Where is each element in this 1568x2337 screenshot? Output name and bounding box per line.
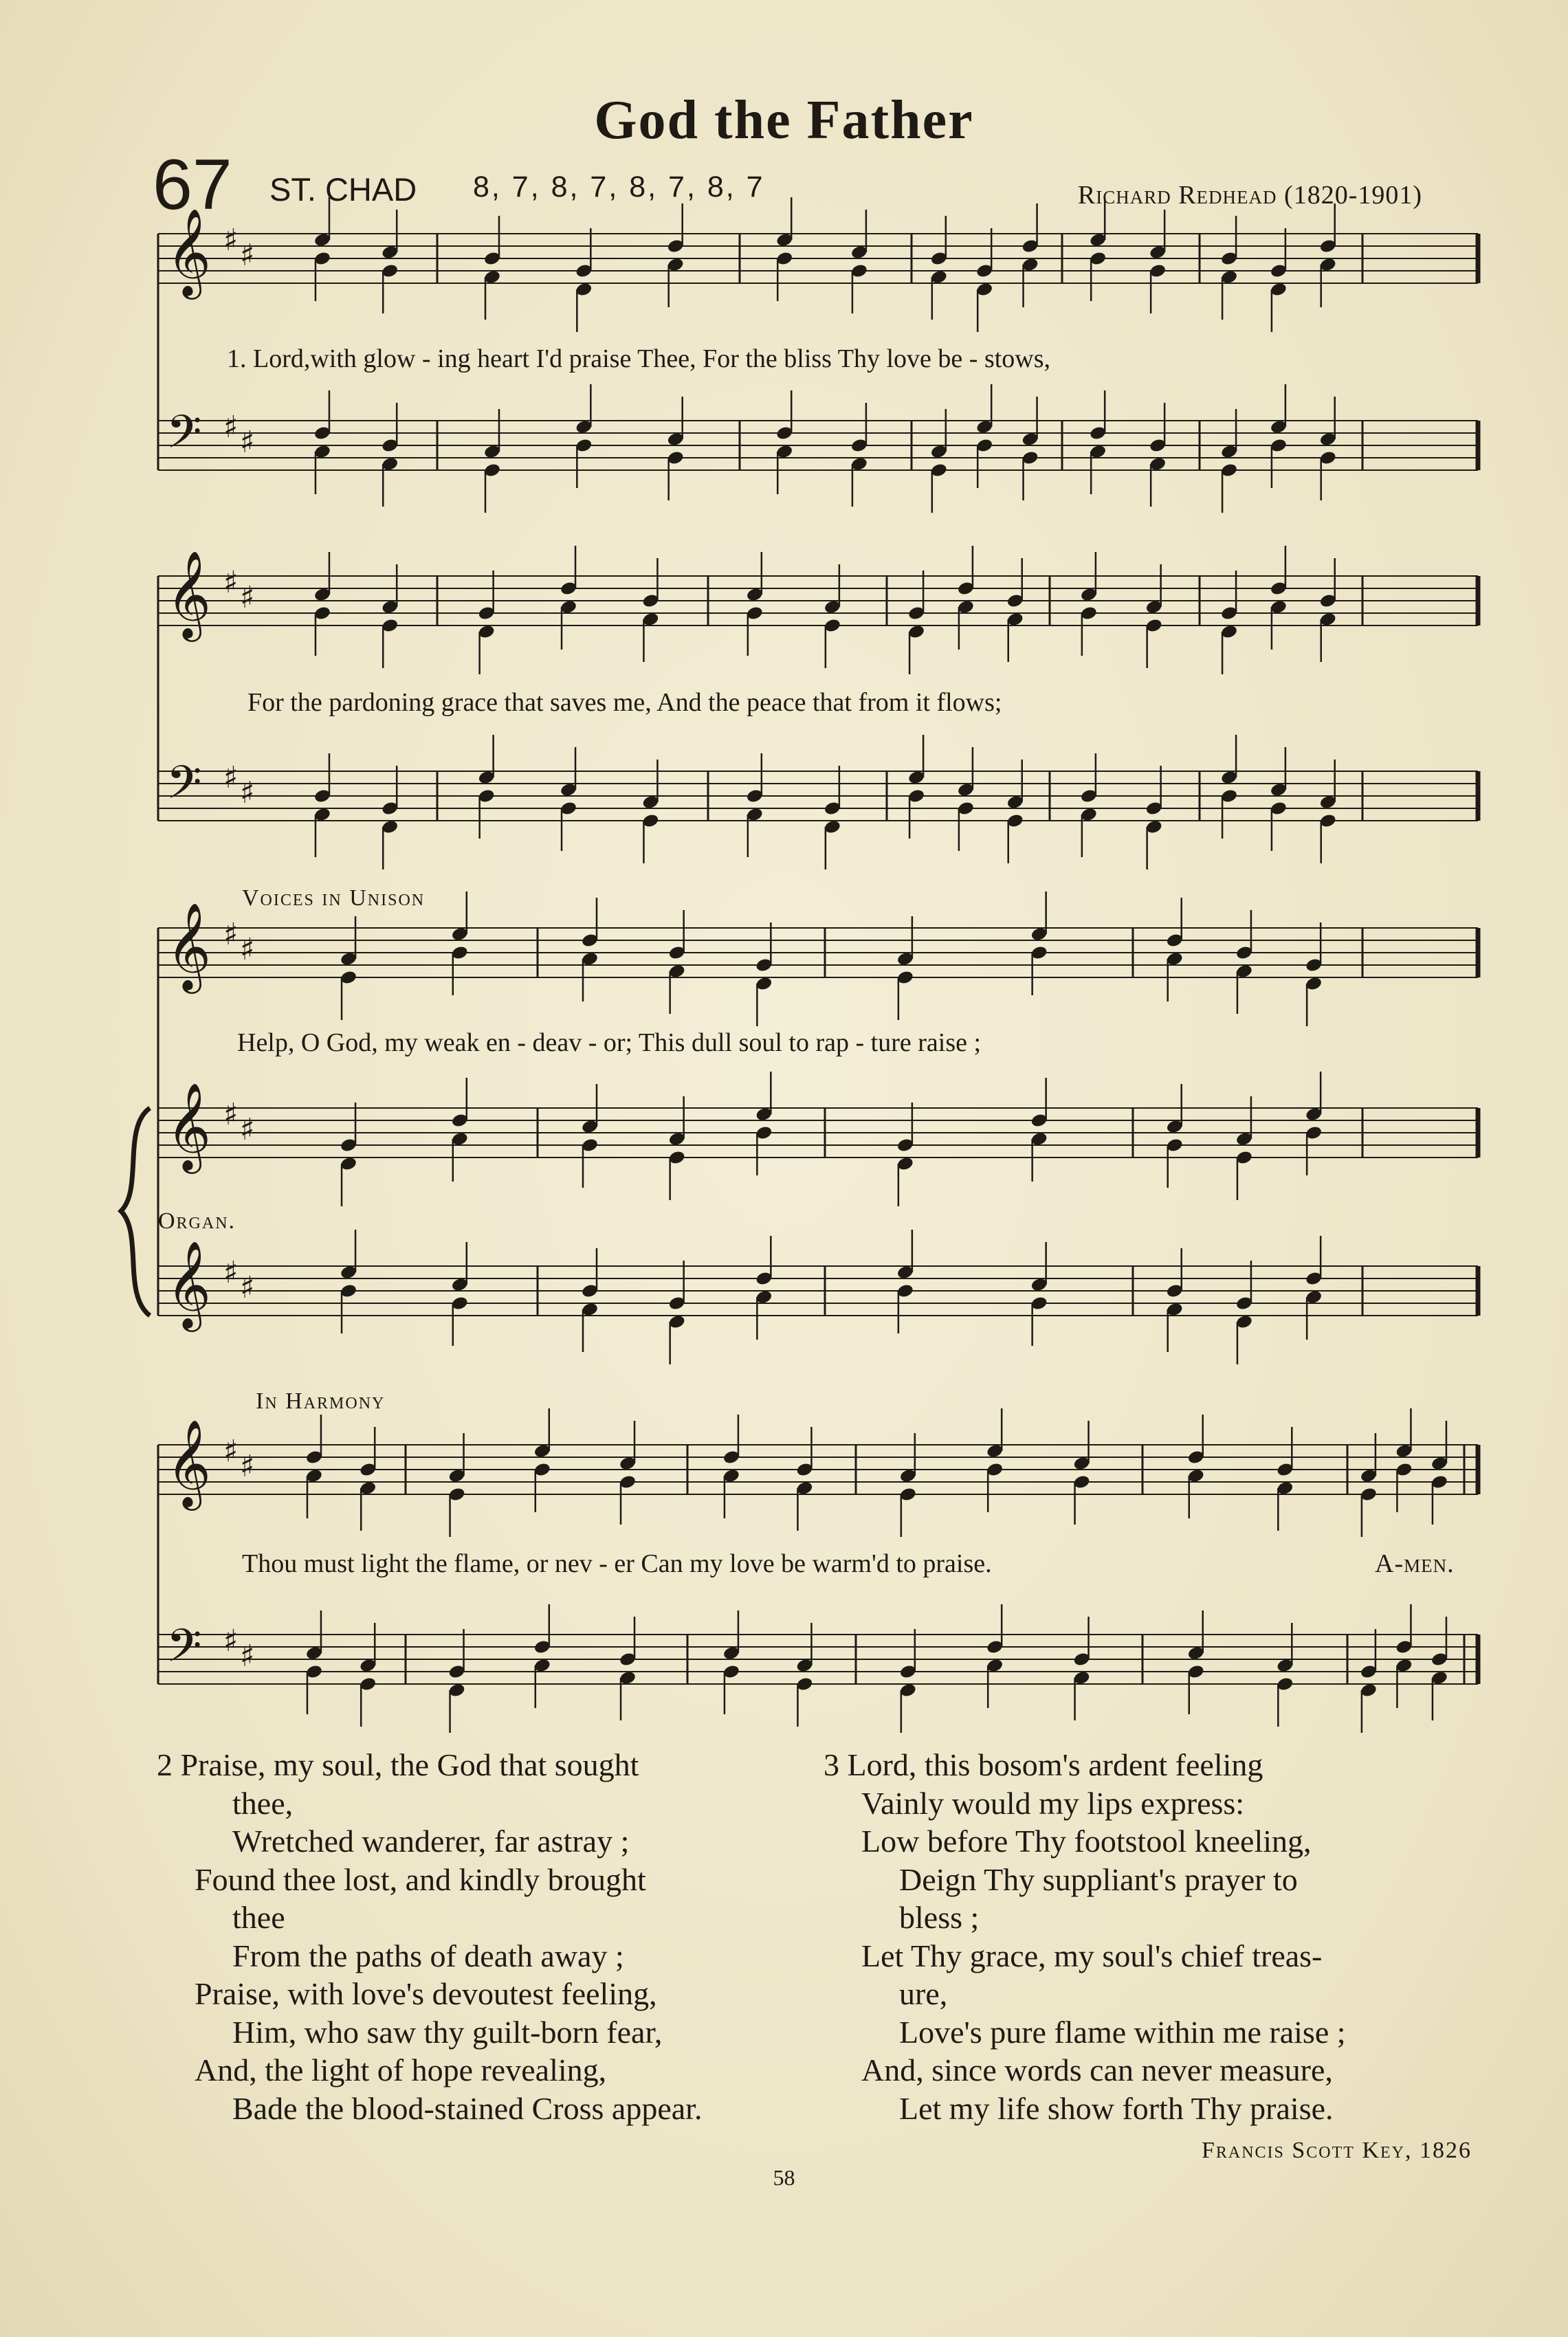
treble-clef-icon: 𝄞 bbox=[166, 1419, 212, 1507]
verse-line: From the paths of death away ; bbox=[232, 1938, 624, 1973]
sharp-icon: ♯ bbox=[240, 580, 255, 615]
organ-brace bbox=[121, 1108, 150, 1316]
sharp-icon: ♯ bbox=[240, 1270, 255, 1305]
lyrics-line-3: Help, O God, my weak en - deav - or; This dull soul to rap - ture raise ; bbox=[237, 1028, 982, 1057]
author-credit: Francis Scott Key, 1826 bbox=[1201, 2138, 1472, 2163]
verse-line: bless ; bbox=[899, 1900, 980, 1935]
verse-line: Let Thy grace, my soul's chief treas- bbox=[861, 1938, 1323, 1973]
section-title: God the Father bbox=[594, 90, 974, 151]
treble-clef-icon: 𝄞 bbox=[166, 550, 212, 638]
verse-line: Let my life show forth Thy praise. bbox=[899, 2090, 1334, 2126]
tune-name: ST. CHAD bbox=[269, 171, 417, 208]
treble-clef-icon: 𝄞 bbox=[166, 1082, 212, 1170]
bass-clef-icon: 𝄢 bbox=[166, 406, 202, 469]
verse-line: 2 Praise, my soul, the God that sought bbox=[157, 1747, 639, 1782]
lyrics-line-4: Thou must light the flame, or nev - er Can my love be warm'd to praise. bbox=[242, 1549, 992, 1578]
in-harmony-label: In Harmony bbox=[256, 1388, 386, 1414]
sharp-icon: ♯ bbox=[240, 1639, 255, 1674]
amen-lyric: A-men. bbox=[1375, 1549, 1455, 1578]
sharp-icon: ♯ bbox=[223, 760, 239, 795]
verse-line: Low before Thy footstool kneeling, bbox=[861, 1824, 1312, 1859]
hymn-number: 67 bbox=[153, 145, 232, 225]
verse-line: Vainly would my lips express: bbox=[861, 1785, 1245, 1821]
sharp-icon: ♯ bbox=[223, 1624, 239, 1659]
bass-clef-icon: 𝄢 bbox=[166, 1619, 202, 1683]
sharp-icon: ♯ bbox=[240, 932, 255, 967]
verse-line: And, since words can never measure, bbox=[861, 2052, 1333, 2087]
lyrics-line-1: 1. Lord,with glow - ing heart I'd praise Thee, For the bliss Thy love be - stows, bbox=[227, 344, 1051, 373]
sharp-icon: ♯ bbox=[223, 1434, 239, 1469]
verse-line: Praise, with love's devoutest feeling, bbox=[195, 1976, 657, 2011]
sharp-icon: ♯ bbox=[223, 565, 239, 600]
verse-2 bbox=[157, 1746, 702, 2127]
sharp-icon: ♯ bbox=[240, 1449, 255, 1484]
verse-line: Found thee lost, and kindly brought bbox=[195, 1861, 646, 1897]
verse-line: Deign Thy suppliant's prayer to bbox=[899, 1861, 1298, 1897]
verse-line: Him, who saw thy guilt-born fear, bbox=[232, 2014, 663, 2050]
sharp-icon: ♯ bbox=[240, 425, 255, 460]
bass-clef-icon: 𝄢 bbox=[166, 756, 202, 820]
verse-line: thee bbox=[232, 1900, 285, 1935]
verse-line: Bade the blood-stained Cross appear. bbox=[232, 2090, 703, 2126]
verse-line: And, the light of hope revealing, bbox=[195, 2052, 607, 2087]
voices-in-unison-label: Voices in Unison bbox=[242, 885, 426, 911]
sharp-icon: ♯ bbox=[223, 917, 239, 952]
sharp-icon: ♯ bbox=[240, 1112, 255, 1147]
treble-clef-icon: 𝄞 bbox=[166, 902, 212, 990]
verse-line: thee, bbox=[232, 1785, 294, 1821]
lyrics-line-2: For the pardoning grace that saves me, And the peace that from it flows; bbox=[247, 688, 1002, 717]
verse-3 bbox=[824, 1746, 1346, 2127]
treble-clef-icon: 𝄞 bbox=[166, 1240, 212, 1328]
sharp-icon: ♯ bbox=[240, 775, 255, 810]
verse-line: Wretched wanderer, far astray ; bbox=[232, 1824, 630, 1859]
sharp-icon: ♯ bbox=[223, 223, 239, 258]
sharp-icon: ♯ bbox=[240, 238, 255, 273]
verse-line: 3 Lord, this bosom's ardent feeling bbox=[824, 1747, 1263, 1782]
verse-line: ure, bbox=[899, 1976, 948, 2011]
treble-clef-icon: 𝄞 bbox=[166, 208, 212, 296]
meter: 8, 7, 8, 7, 8, 7, 8, 7 bbox=[473, 170, 765, 203]
sharp-icon: ♯ bbox=[223, 410, 239, 445]
sharp-icon: ♯ bbox=[223, 1255, 239, 1290]
composer-credit: Richard Redhead (1820-1901) bbox=[1077, 181, 1422, 210]
page-number: 58 bbox=[773, 2165, 795, 2190]
verse-line: Love's pure flame within me raise ; bbox=[899, 2014, 1346, 2050]
organ-label: Organ. bbox=[158, 1208, 236, 1234]
sharp-icon: ♯ bbox=[223, 1097, 239, 1132]
